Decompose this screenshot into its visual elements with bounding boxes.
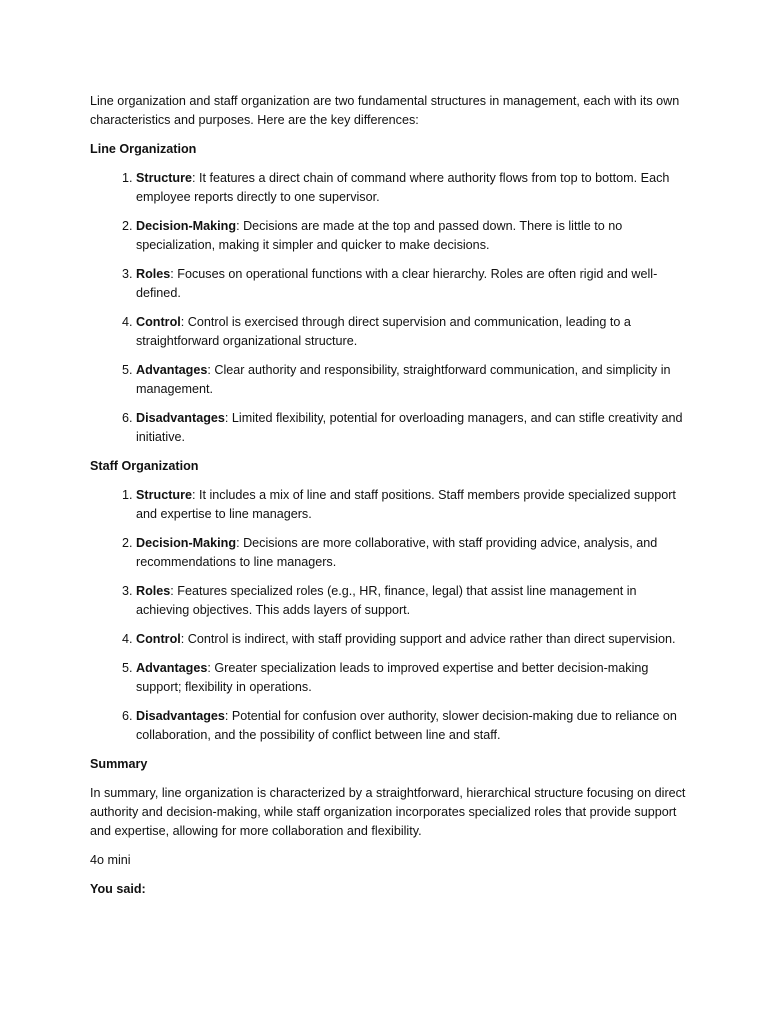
item-text: : Greater specialization leads to improved expertise and better decision-making support; flexibility in operations. <box>136 661 649 694</box>
intro-paragraph: Line organization and staff organization are two fundamental structures in management, each with its own characteristics and purposes. Here are the key differences: <box>90 94 680 127</box>
summary-paragraph: In summary, line organization is characterized by a straightforward, hierarchical structure focusing on direct authority and decision-making, while staff organization incorporates specialized roles that provide support and expertise, allowing for more collaboration and flexibility. <box>90 786 686 838</box>
item-text: : Features specialized roles (e.g., HR, finance, legal) that assist line management in achieving objectives. This adds layers of support. <box>136 584 637 617</box>
list-item <box>136 265 690 303</box>
summary-heading: Summary <box>90 757 148 771</box>
item-text: : Control is exercised through direct supervision and communication, leading to a straightforward organizational structure. <box>136 315 631 348</box>
line-organization-heading: Line Organization <box>90 142 197 156</box>
staff-organization-heading: Staff Organization <box>90 459 199 473</box>
item-text: : Clear authority and responsibility, straightforward communication, and simplicity in management. <box>136 363 671 396</box>
item-term: Roles <box>136 584 171 598</box>
item-text: : Control is indirect, with staff providing support and advice rather than direct supervision. <box>180 632 676 646</box>
item-text: : Decisions are more collaborative, with staff providing advice, analysis, and recommendations to line managers. <box>136 536 658 569</box>
item-text: : It features a direct chain of command where authority flows from top to bottom. Each employee reports directly to one supervisor. <box>136 171 670 204</box>
item-text: : Limited flexibility, potential for overloading managers, and can stifle creativity and initiative. <box>136 411 683 444</box>
item-term: Control <box>136 632 181 646</box>
list-item <box>136 630 690 649</box>
list-item <box>136 486 690 524</box>
line-organization-list <box>90 169 690 447</box>
list-item <box>136 409 690 447</box>
item-term: Structure <box>136 171 192 185</box>
item-text: : It includes a mix of line and staff positions. Staff members provide specialized support and expertise to line managers. <box>136 488 676 521</box>
item-term: Decision-Making <box>136 536 237 550</box>
item-term: Disadvantages <box>136 411 225 425</box>
item-text: : Potential for confusion over authority, slower decision-making due to reliance on collaboration, and the possibility of conflict between line and staff. <box>136 709 677 742</box>
you-said-label: You said: <box>90 882 146 896</box>
model-label: 4o mini <box>90 853 131 867</box>
list-item <box>136 169 690 207</box>
list-item <box>136 313 690 351</box>
list-item <box>136 707 690 745</box>
item-term: Control <box>136 315 181 329</box>
item-term: Roles <box>136 267 171 281</box>
list-item <box>136 659 690 697</box>
list-item <box>136 217 690 255</box>
list-item <box>136 582 690 620</box>
item-term: Disadvantages <box>136 709 225 723</box>
staff-organization-list <box>90 486 690 745</box>
document-body <box>90 92 690 909</box>
item-text: : Focuses on operational functions with a clear hierarchy. Roles are often rigid and well-defined. <box>136 267 658 300</box>
item-term: Advantages <box>136 661 208 675</box>
list-item <box>136 534 690 572</box>
list-item <box>136 361 690 399</box>
item-term: Decision-Making <box>136 219 237 233</box>
item-term: Structure <box>136 488 192 502</box>
item-term: Advantages <box>136 363 208 377</box>
item-text: : Decisions are made at the top and passed down. There is little to no specialization, making it simpler and quicker to make decisions. <box>136 219 623 252</box>
